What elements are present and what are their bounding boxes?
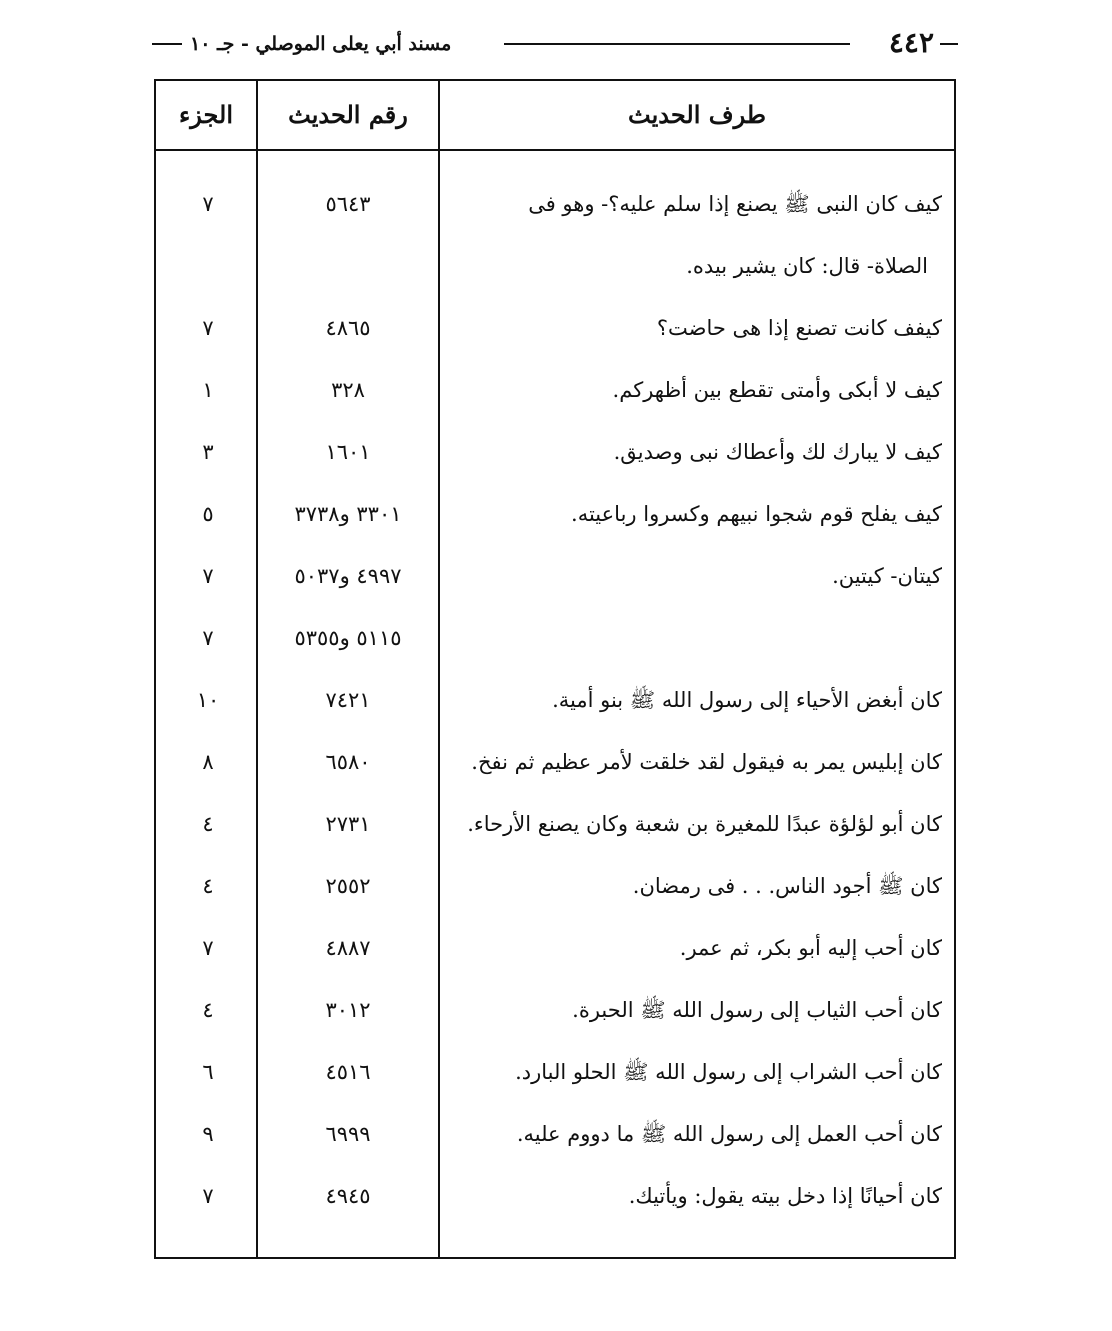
table-body: [156, 173, 954, 1227]
hadith-text-line: كان أحيانًا إذا دخل بيته يقول: ويأتيك.: [628, 1184, 942, 1208]
volume-number: ٨: [202, 750, 214, 774]
hadith-text-line: كيف لا أبكى وأمتى تقطع بين أظهركم.: [612, 378, 942, 402]
hadith-index-table: [154, 79, 956, 1259]
table-row: [156, 979, 954, 1041]
hadith-text-line: كان إبليس يمر به فيقول لقد خلقت لأمر عظيم ثم نفخ.: [471, 750, 942, 774]
hadith-number: ٥١١٥ و٥٣٥٥: [294, 626, 402, 650]
table-row: [156, 793, 954, 855]
table-row: [156, 1041, 954, 1103]
hadith-text-line: كان أبو لؤلؤة عبدًا للمغيرة بن شعبة وكان يصنع الأرحاء.: [467, 812, 942, 836]
volume-number: ٧: [202, 626, 214, 650]
hadith-number: ٢٧٣١: [325, 812, 371, 836]
hadith-text-line: كان أبغض الأحياء إلى رسول الله ﷺ بنو أمية.: [552, 688, 942, 712]
table-row: [156, 359, 954, 421]
hadith-text-line: كان ﷺ أجود الناس. . . فى رمضان.: [632, 874, 942, 898]
hadith-text: [440, 545, 954, 607]
hadith-text: [440, 173, 954, 297]
page-number: ٤٤٢: [888, 26, 934, 59]
table-row: [156, 855, 954, 917]
hadith-text-line: كيف كان النبى ﷺ يصنع إذا سلم عليه؟- وهو فى: [528, 192, 942, 216]
volume-number: ١: [202, 378, 214, 402]
hadith-text-line: كان أحب إليه أبو بكر، ثم عمر.: [679, 936, 942, 960]
volume-number: ٤: [202, 874, 214, 898]
table-row: [156, 669, 954, 731]
header-rule: [504, 43, 850, 45]
volume-number: ٧: [202, 1184, 214, 1208]
volume-number: ٧: [202, 564, 214, 588]
table-row: [156, 483, 954, 545]
hadith-number: ٦٩٩٩: [325, 1122, 371, 1146]
hadith-text: [440, 607, 954, 669]
volume-number: ١٠: [196, 688, 220, 712]
hadith-text-line: كيتان- كيتين.: [832, 564, 942, 588]
table-row: [156, 607, 954, 669]
header-rule: [940, 43, 958, 45]
volume-number: ٦: [202, 1060, 214, 1084]
hadith-text-line: كان أحب الثياب إلى رسول الله ﷺ الحبرة.: [572, 998, 942, 1022]
hadith-number: ٧٤٢١: [325, 688, 371, 712]
hadith-text-continuation: الصلاة- قال: كان يشير بيده.: [686, 254, 928, 278]
hadith-text-line: كيفف كانت تصنع إذا هى حاضت؟: [656, 316, 942, 340]
hadith-text-line: كان أحب العمل إلى رسول الله ﷺ ما دووم عليه.: [516, 1122, 942, 1146]
hadith-number: ٢٥٥٢: [325, 874, 371, 898]
hadith-text: [440, 855, 954, 917]
hadith-number: ٤٩٩٧ و٥٠٣٧: [294, 564, 402, 588]
table-row: [156, 173, 954, 297]
hadith-text-line: كيف يفلح قوم شجوا نبيهم وكسروا رباعيته.: [571, 502, 942, 526]
hadith-number: ٣٢٨: [331, 378, 365, 402]
hadith-text-line: كيف لا يبارك لك وأعطاك نبى وصديق.: [613, 440, 942, 464]
hadith-text: [440, 1041, 954, 1103]
hadith-number: ٤٩٤٥: [325, 1184, 371, 1208]
hadith-number: ٤٨٦٥: [325, 316, 371, 340]
hadith-number: ٥٦٤٣: [325, 192, 371, 216]
hadith-text: [440, 1103, 954, 1165]
volume-number: ٤: [202, 998, 214, 1022]
volume-number: ٧: [202, 316, 214, 340]
hadith-number: ١٦٠١: [325, 440, 371, 464]
volume-number: ٧: [202, 936, 214, 960]
table-row: [156, 1103, 954, 1165]
table-row: [156, 731, 954, 793]
column-header-hadith-text: طرف الحديث: [628, 100, 766, 129]
hadith-number: ٣٠١٢: [325, 998, 371, 1022]
volume-number: ٥: [202, 502, 214, 526]
volume-number: ٧: [202, 192, 214, 216]
hadith-text: [440, 483, 954, 545]
running-header: [152, 26, 958, 60]
hadith-text: [440, 669, 954, 731]
volume-number: ٤: [202, 812, 214, 836]
table-row: [156, 421, 954, 483]
table-row: [156, 545, 954, 607]
hadith-text: [440, 979, 954, 1041]
hadith-number: ٦٥٨٠: [325, 750, 371, 774]
hadith-text: [440, 297, 954, 359]
hadith-text: [440, 731, 954, 793]
hadith-text: [440, 917, 954, 979]
book-title: مسند أبي يعلى الموصلي - جـ ١٠: [190, 33, 452, 55]
hadith-text: [440, 421, 954, 483]
hadith-text: [440, 793, 954, 855]
header-rule-line: [156, 149, 954, 151]
hadith-number: ٤٥١٦: [325, 1060, 371, 1084]
table-row: [156, 917, 954, 979]
column-header-volume: الجزء: [179, 100, 233, 129]
volume-number: ٣: [202, 440, 214, 464]
table-row: [156, 297, 954, 359]
header-rule: [152, 43, 182, 45]
hadith-text: [440, 1165, 954, 1227]
hadith-number: ٣٣٠١ و٣٧٣٨: [294, 502, 402, 526]
hadith-text: [440, 359, 954, 421]
hadith-text-line: كان أحب الشراب إلى رسول الله ﷺ الحلو البارد.: [515, 1060, 942, 1084]
table-row: [156, 1165, 954, 1227]
column-header-hadith-number: رقم الحديث: [288, 100, 408, 129]
hadith-number: ٤٨٨٧: [325, 936, 371, 960]
volume-number: ٩: [202, 1122, 214, 1146]
